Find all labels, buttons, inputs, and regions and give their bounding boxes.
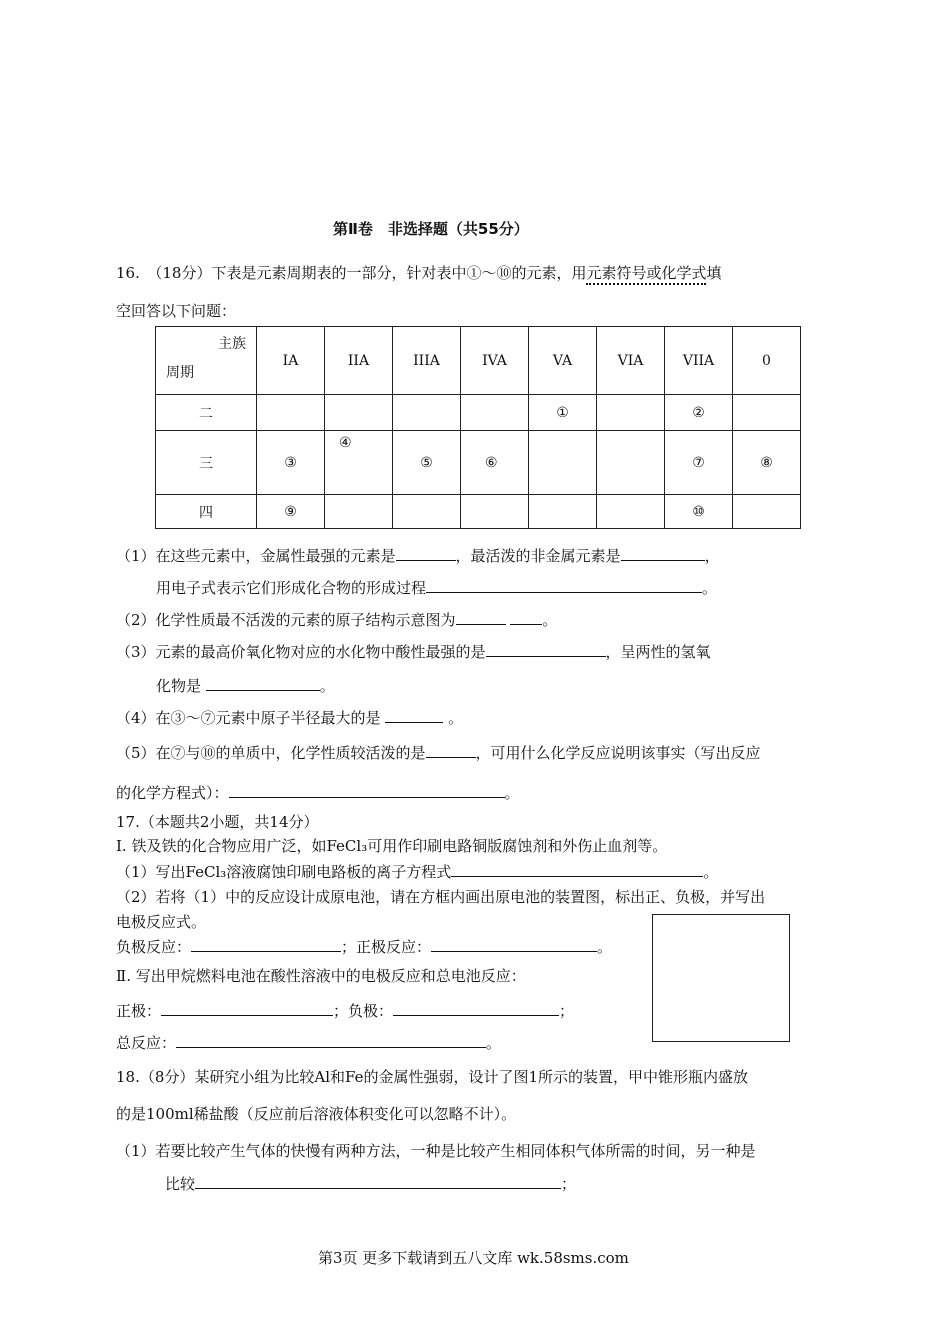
q16-part1-end: ， [704, 547, 720, 565]
table-cell: ④ [325, 431, 393, 495]
table-cell: ⑤ [393, 431, 461, 495]
q17-electrode-reactions [116, 936, 612, 957]
q16-part2-end: 。 [542, 611, 558, 629]
q16-intro-line2: 空回答以下问题： [116, 302, 237, 320]
answer-blank[interactable] [206, 676, 320, 691]
table-cell: ⑥ [461, 431, 529, 495]
table-cell [529, 431, 597, 495]
table-cell [461, 395, 529, 431]
table-row [156, 495, 801, 529]
q16-part3-line2-end: 。 [319, 677, 335, 695]
q17-part2-line2: 电极反应式。 [116, 913, 207, 931]
q16-part4 [116, 707, 463, 728]
q17-part1 [116, 861, 718, 882]
group-header: 0 [733, 327, 801, 395]
q16-part3-line2 [156, 675, 335, 696]
q16-intro [116, 262, 721, 283]
table-cell: ② [665, 395, 733, 431]
table-cell [393, 495, 461, 529]
negative-electrode-label: 负极反应： [116, 938, 192, 956]
q18-line1: 18.（8分）某研究小组为比较Al和Fe的金属性强弱，设计了图1所示的装置，甲中锥形瓶内盛放 [116, 1068, 749, 1086]
q16-intro-text: 16. （18分）下表是元素周期表的一部分，针对表中①～⑩的元素，用 [116, 264, 587, 282]
table-row [156, 395, 801, 431]
negative-label: ；负极： [333, 1002, 394, 1020]
q16-part2 [116, 609, 557, 630]
page-footer: 第3页 更多下载请到五八文库 wk.58sms.com [318, 1249, 629, 1267]
table-cell: ⑧ [733, 431, 801, 495]
table-cell [597, 395, 665, 431]
table-cell [529, 495, 597, 529]
q18-part1: （1）若要比较产生气体的快慢有两种方法，一种是比较产生相同体积气体所需的时间，另一种是 [116, 1142, 756, 1160]
answer-blank[interactable] [486, 642, 606, 657]
q16-part1-line2 [156, 577, 717, 598]
battery-diagram-box[interactable] [652, 914, 790, 1042]
q16-part2-text: （2）化学性质最不活泼的元素的原子结构示意图为 [116, 611, 456, 629]
q16-part5-line2 [116, 782, 520, 803]
q16-part5-text2: ，可用什么化学反应说明该事实（写出反应 [475, 744, 761, 762]
q16-part5-line2-end: 。 [504, 784, 520, 802]
q16-part5 [116, 742, 761, 763]
table-cell [257, 395, 325, 431]
answer-blank[interactable] [456, 610, 506, 625]
table-cell [597, 495, 665, 529]
answer-blank[interactable] [393, 1001, 559, 1016]
answer-blank[interactable] [161, 1001, 333, 1016]
table-cell: ⑨ [257, 495, 325, 529]
period-label: 四 [156, 495, 257, 529]
q17-heading: 17.（本题共2小题，共14分） [116, 813, 319, 831]
table-header-corner [156, 327, 257, 395]
answer-blank[interactable] [510, 610, 542, 625]
group-header: IVA [461, 327, 529, 395]
total-reaction-label: 总反应： [116, 1034, 177, 1052]
period-label: 三 [156, 431, 257, 495]
answer-blank[interactable] [426, 578, 702, 593]
q16-part4-end: 。 [448, 709, 464, 727]
answer-blank[interactable] [176, 1033, 486, 1048]
table-cell [393, 395, 461, 431]
electrode-end: 。 [597, 938, 613, 956]
group-header: VIIA [665, 327, 733, 395]
answer-blank[interactable] [396, 546, 456, 561]
answer-blank[interactable] [385, 708, 443, 723]
group-header: IA [257, 327, 325, 395]
table-cell [325, 495, 393, 529]
group-header: IIA [325, 327, 393, 395]
answer-blank[interactable] [195, 1174, 561, 1189]
q16-part3-text: （3）元素的最高价氧化物对应的水化物中酸性最强的是 [116, 643, 486, 661]
table-cell: ⑦ [665, 431, 733, 495]
table-cell [733, 395, 801, 431]
periodic-table [155, 326, 801, 529]
q16-part1-text: （1）在这些元素中，金属性最强的元素是 [116, 547, 396, 565]
header-period-label: 周期 [166, 365, 194, 381]
table-cell [733, 495, 801, 529]
positive-label: 正极： [116, 1002, 162, 1020]
answer-blank[interactable] [431, 937, 597, 952]
table-cell [597, 431, 665, 495]
q16-part1 [116, 545, 720, 566]
table-cell: ① [529, 395, 597, 431]
q17-part-ii-electrodes [116, 1000, 574, 1021]
q17-part-ii: Ⅱ. 写出甲烷燃料电池在酸性溶液中的电极反应和总电池反应： [116, 967, 526, 985]
q16-part1-line2-end: 。 [702, 579, 718, 597]
period-label: 二 [156, 395, 257, 431]
q16-part3 [116, 641, 711, 662]
answer-blank[interactable] [451, 862, 703, 877]
q17-part2: （2）若将（1）中的反应设计成原电池，请在方框内画出原电池的装置图，标出正、负极，并写出 [116, 888, 766, 906]
q17-part1-text: （1）写出FeCl₃溶液腐蚀印刷电路板的离子方程式 [116, 863, 452, 881]
answer-blank[interactable] [191, 937, 341, 952]
group-header: VA [529, 327, 597, 395]
ii-end: ； [559, 1002, 575, 1020]
table-cell: ⑩ [665, 495, 733, 529]
q18-line2: 的是100ml稀盐酸（反应前后溶液体积变化可以忽略不计）。 [116, 1105, 517, 1123]
table-cell: ③ [257, 431, 325, 495]
table-cell [461, 495, 529, 529]
q16-part4-text: （4）在③～⑦元素中原子半径最大的是 [116, 709, 381, 727]
q16-part5-text: （5）在⑦与⑩的单质中，化学性质较活泼的是 [116, 744, 426, 762]
group-header: IIIA [393, 327, 461, 395]
answer-blank[interactable] [426, 743, 476, 758]
section-title: 第Ⅱ卷 非选择题（共55分） [333, 220, 529, 238]
q18-part1-line2-end: ； [561, 1175, 577, 1193]
q17-part-i: Ⅰ. 铁及铁的化合物应用广泛，如FeCl₃可用作印刷电路铜版腐蚀剂和外伤止血剂等。 [116, 837, 668, 855]
header-group-label: 主族 [218, 336, 246, 352]
q17-part1-end: 。 [703, 863, 719, 881]
q16-part1-line2-text: 用电子式表示它们形成化合物的形成过程 [156, 579, 427, 597]
q16-part5-line2-text: 的化学方程式）： [116, 784, 229, 802]
positive-electrode-label: ；正极反应： [341, 938, 432, 956]
q16-part1-text2: ，最活泼的非金属元素是 [455, 547, 621, 565]
group-header: VIA [597, 327, 665, 395]
q18-part1-line2-text: 比较 [165, 1175, 196, 1193]
q16-part3-text2: ，呈两性的氢氧 [605, 643, 711, 661]
table-row [156, 431, 801, 495]
table-cell [325, 395, 393, 431]
q18-part1-line2 [165, 1173, 576, 1194]
answer-blank[interactable] [621, 546, 705, 561]
q16-intro-tail: 填 [706, 264, 722, 282]
total-end: 。 [486, 1034, 502, 1052]
answer-blank[interactable] [229, 783, 505, 798]
q16-part3-line2-text: 化物是 [156, 677, 202, 695]
q17-total-reaction [116, 1032, 501, 1053]
q16-intro-emphasis: 元素符号或化学式 [586, 264, 706, 285]
